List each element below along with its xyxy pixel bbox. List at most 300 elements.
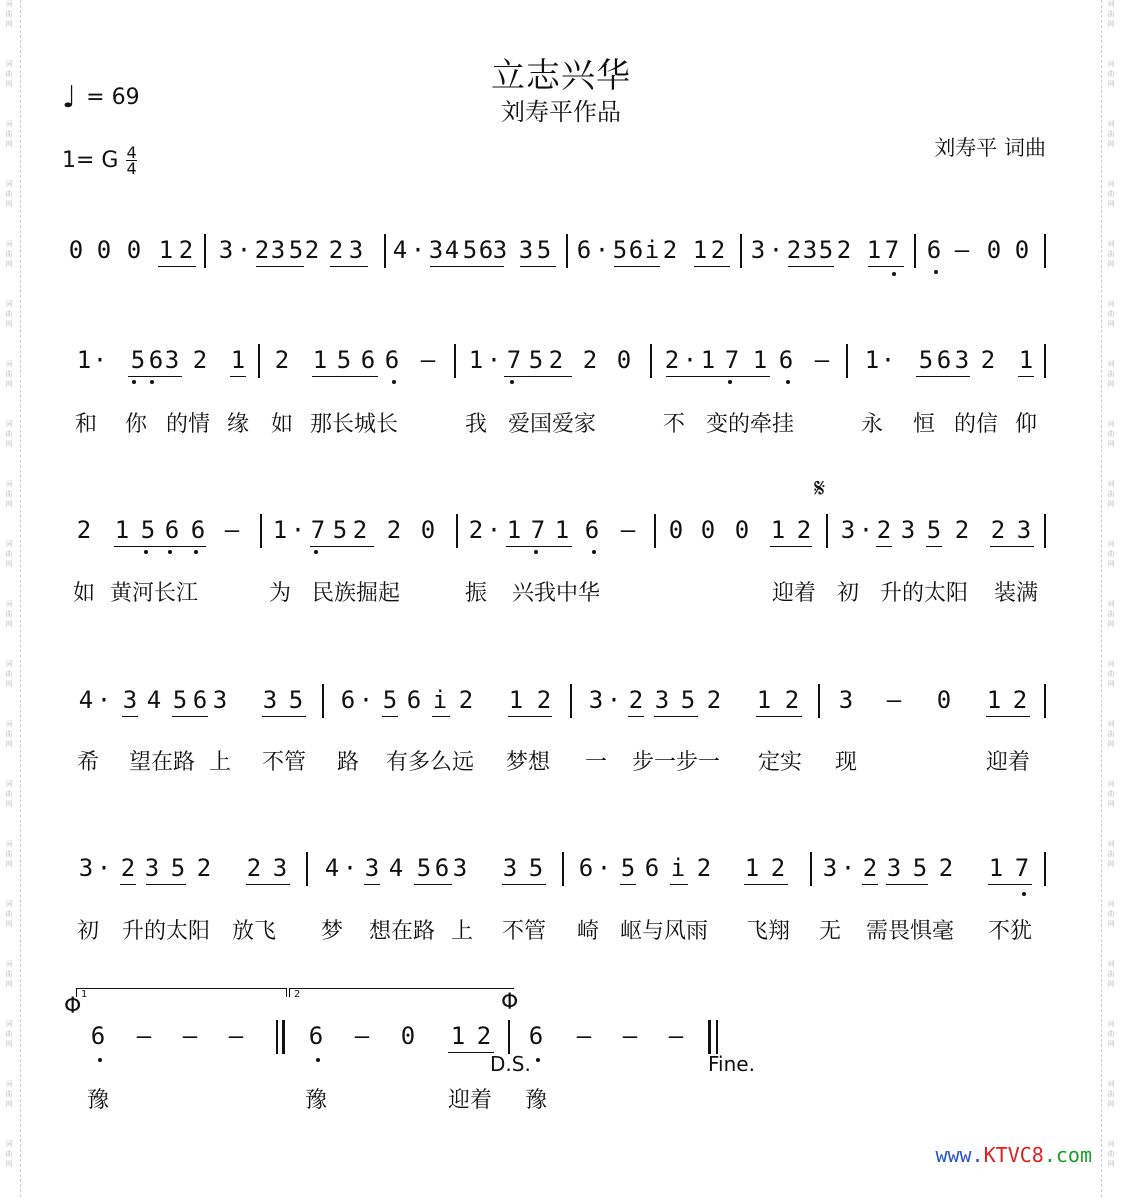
note: 3 [1016,516,1032,544]
note: 2 [786,236,802,264]
beam-underline [770,546,812,547]
beam-underline [628,716,644,717]
note: – [954,236,970,264]
note: 2 [770,854,786,882]
lyric: 不 [662,412,686,437]
barline [456,514,458,548]
note: · [486,346,502,374]
barline [566,234,568,268]
lyric: 仰 [1014,412,1038,437]
watermark-char: 词 [5,720,13,728]
note: 6 [926,236,942,264]
lyric: 岖与风雨 [619,919,709,944]
note: 3 [886,854,902,882]
note: 2 [582,346,598,374]
note: – [182,1022,198,1050]
lyric: 和 [74,412,98,437]
composer-credit: 刘寿平 词曲 [934,136,1046,160]
note: 3 [900,516,916,544]
note: 1 [770,516,786,544]
watermark-char: 网 [5,800,13,808]
note: i [644,236,660,264]
note: 0 [986,236,1002,264]
note: 2 [628,686,644,714]
lyric: 豫 [304,1088,328,1113]
lyric: 无 [818,919,842,944]
note: 4 [388,854,404,882]
note: 5 [528,346,544,374]
lyric: 恒 [912,412,936,437]
lyric: 路 [336,750,360,775]
watermark-char: 词 [1107,300,1115,308]
barline [826,514,828,548]
note: – [136,1022,152,1050]
watermark-char: 网 [5,860,13,868]
note: 3 [838,686,854,714]
note: 0 [700,516,716,544]
note: 0 [126,236,142,264]
note: 3 [588,686,604,714]
beam-underline [330,266,368,267]
note: 1 [744,854,760,882]
key-label: 1= G [62,148,119,173]
note: 3 [822,854,838,882]
note: · [682,346,698,374]
lyric: 初 [836,581,860,606]
lyric: 那长城长 [309,412,399,437]
note: 2 [536,686,552,714]
note: 2 [468,516,484,544]
octave-dot [314,550,318,554]
watermark-char: 曲 [1107,430,1115,438]
watermark-char: 网 [1107,560,1115,568]
note: 1 [272,516,288,544]
octave-dot [786,380,790,384]
lyric: 如 [72,581,96,606]
watermark-char: 词 [5,540,13,548]
note: i [432,686,448,714]
watermark-char: 词 [1107,540,1115,548]
note: 7 [506,346,522,374]
note: 6 [628,236,644,264]
note: 5 [528,854,544,882]
barline [454,344,456,378]
watermark-char: 词 [1107,960,1115,968]
lyric: 永 [860,412,884,437]
note: 1 [450,1022,466,1050]
watermark-char: 词 [1107,1080,1115,1088]
watermark-char: 网 [5,620,13,628]
note: i [670,854,686,882]
octave-dot [592,550,596,554]
note: 3 [144,854,160,882]
volta-1-label: 1 [81,989,88,1000]
beam-underline [246,884,290,885]
lyric: 现 [834,750,858,775]
note: – [886,686,902,714]
watermark-char: 曲 [5,130,13,138]
octave-dot [392,380,396,384]
watermark-char: 网 [5,920,13,928]
watermark-char: 词 [1107,1140,1115,1148]
note: 2 [246,854,262,882]
note: 3 [750,236,766,264]
barline [260,514,262,548]
watermark-char: 词 [5,120,13,128]
lyric: 想在路 [368,919,436,944]
beam-underline [926,546,942,547]
note: – [420,346,436,374]
note: · [596,854,612,882]
beam-underline [128,376,182,377]
note: 2 [328,236,344,264]
note: 6 [578,854,594,882]
note: 5 [130,346,146,374]
note: · [96,686,112,714]
note: 2 [548,346,564,374]
barline [258,344,260,378]
beam-underline [916,376,970,377]
note: 6 [90,1022,106,1050]
watermark-char: 网 [5,500,13,508]
note: 5 [336,346,352,374]
note: 2 [352,516,368,544]
note: – [576,1022,592,1050]
note: 6 [192,686,208,714]
note: 5 [288,686,304,714]
note: 2 [196,854,212,882]
watermark-char: 曲 [1107,190,1115,198]
lyric: 初 [76,919,100,944]
note: 1 [158,236,174,264]
watermark-char: 词 [1107,480,1115,488]
note: 5 [416,854,432,882]
note: 5 [170,854,186,882]
watermark-char: 曲 [5,1150,13,1158]
beam-underline [744,884,788,885]
watermark-char: 曲 [1107,670,1115,678]
tempo-marking [62,80,140,115]
lyric: 定实 [757,750,803,775]
barline [570,684,572,718]
beam-underline [448,1052,494,1053]
note: 4 [146,686,162,714]
watermark-char: 网 [5,980,13,988]
barline [384,234,386,268]
note: 2 [178,236,194,264]
note: 2 [662,236,678,264]
watermark-char: 词 [5,780,13,788]
note: 0 [96,236,112,264]
watermark-char: 曲 [1107,910,1115,918]
watermark-char: 曲 [1107,730,1115,738]
note: 3 [954,346,970,374]
time-sig-top: 4 [126,143,137,162]
note: · [410,236,426,264]
watermark-char: 曲 [5,550,13,558]
octave-dot [510,380,514,384]
note: 2 [710,236,726,264]
note: 5 [612,236,628,264]
watermark-char: 曲 [5,310,13,318]
note: · [768,236,784,264]
watermark-char: 词 [5,600,13,608]
octave-dot [150,380,154,384]
watermark-char: 曲 [1107,70,1115,78]
note: 0 [1014,236,1030,264]
note: 3 [364,854,380,882]
watermark-char: 曲 [5,670,13,678]
watermark-char: 曲 [5,190,13,198]
watermark-char: 曲 [5,910,13,918]
note: 1 [866,236,882,264]
note: 5 [818,236,834,264]
website-url [935,1143,1092,1167]
barline [562,852,564,886]
note: 1 [756,686,772,714]
note: · [96,854,112,882]
octave-dot [934,270,938,274]
lyric: 升的太阳 [121,919,211,944]
ds-mark: D.S. [490,1052,531,1076]
note: 2 [836,236,852,264]
note: 0 [400,1022,416,1050]
beam-underline [172,716,208,717]
note: 3 [78,854,94,882]
watermark-char: 词 [5,1020,13,1028]
note: 1 [114,516,130,544]
note: 3 [262,686,278,714]
watermark-char: 词 [1107,60,1115,68]
watermark-char: 网 [1107,260,1115,268]
note: 2 [76,516,92,544]
note: 2 [458,686,474,714]
note: 1 [76,346,92,374]
note: 4 [324,854,340,882]
watermark-char: 网 [5,440,13,448]
watermark-char: 网 [1107,20,1115,28]
watermark-char: 曲 [1107,850,1115,858]
lyric: 你 [124,412,148,437]
watermark-char: 网 [1107,860,1115,868]
lyric: 升的太阳 [879,581,969,606]
beam-underline [988,884,1032,885]
note: 1 [506,516,522,544]
watermark-char: 词 [1107,720,1115,728]
barline [322,684,324,718]
lyric: 迎着 [985,750,1031,775]
note: 2 [696,854,712,882]
note: 3 [492,236,508,264]
note: 6 [190,516,206,544]
note: 6 [384,346,400,374]
note: · [858,516,874,544]
watermark-char: 网 [1107,920,1115,928]
note: – [354,1022,370,1050]
watermark-char: 网 [1107,500,1115,508]
octave-dot [168,550,172,554]
watermark-char: 词 [1107,600,1115,608]
watermark-char: 曲 [1107,310,1115,318]
note: – [228,1022,244,1050]
watermark-char: 网 [5,680,13,688]
watermark-char: 网 [5,200,13,208]
volta-bracket-2 [289,988,514,1000]
watermark-char: 网 [5,80,13,88]
note: 4 [392,236,408,264]
beam-underline [256,266,304,267]
note: 2 [254,236,270,264]
barline [914,234,916,268]
barline [1044,344,1046,378]
watermark-char: 词 [5,0,13,8]
note: 2 [120,854,136,882]
watermark-char: 网 [1107,620,1115,628]
watermark-char: 词 [1107,420,1115,428]
lyric: 不管 [261,750,307,775]
beam-underline [756,716,802,717]
barline [810,852,812,886]
barline [740,234,742,268]
lyric: 变的牵挂 [705,412,795,437]
url-suffix: .com [1043,1143,1092,1167]
watermark-char: 网 [1107,1160,1115,1168]
barline [818,684,820,718]
note: 1 [230,346,246,374]
watermark-char: 词 [1107,180,1115,188]
watermark-char: 曲 [1107,370,1115,378]
beam-underline [120,884,136,885]
watermark-char: 曲 [5,490,13,498]
note: 6 [164,516,180,544]
left-watermark-band [0,0,21,1197]
octave-dot [316,1058,320,1062]
beam-underline [430,266,504,267]
beam-underline [694,266,730,267]
lyric: 崎 [576,919,600,944]
note: 2 [192,346,208,374]
note: 6 [644,854,660,882]
lyric: 有多么远 [385,750,475,775]
watermark-char: 曲 [5,1030,13,1038]
note: 6 [308,1022,324,1050]
beam-underline [146,884,186,885]
note: 3 [348,236,364,264]
beam-underline [620,884,636,885]
beam-underline [504,376,572,377]
note: 1 [468,346,484,374]
note: 5 [912,854,928,882]
beam-underline [886,884,928,885]
note: 6 [936,346,952,374]
lyric: 步一步一 [631,750,721,775]
note: 3 [270,236,286,264]
url-prefix: www. [935,1143,984,1167]
barline [306,852,308,886]
beam-underline [364,884,380,885]
watermark-char: 词 [1107,900,1115,908]
octave-dot [534,550,538,554]
watermark-char: 词 [5,480,13,488]
note: · [486,516,502,544]
watermark-char: 曲 [1107,130,1115,138]
coda-icon: Φ [501,990,519,1015]
note: · [342,854,358,882]
note: 3 [502,854,518,882]
watermark-char: 曲 [1107,1090,1115,1098]
watermark-char: 曲 [1107,1150,1115,1158]
note: 3 [654,686,670,714]
watermark-char: 曲 [1107,250,1115,258]
octave-dot [728,380,732,384]
lyric: 迎着 [447,1088,493,1113]
note: 5 [680,686,696,714]
note: 3 [272,854,288,882]
note: 2 [476,1022,492,1050]
note: 2 [990,516,1006,544]
barline [508,1020,510,1054]
beam-underline [868,266,904,267]
lyric: 迎着 [771,581,817,606]
beam-underline [310,546,374,547]
note: 7 [530,516,546,544]
note: 3 [802,236,818,264]
note: 2 [796,516,812,544]
watermark-char: 曲 [5,430,13,438]
note: 6 [406,686,422,714]
lyric: 民族掘起 [311,581,401,606]
note: 0 [420,516,436,544]
watermark-char: 网 [5,1040,13,1048]
barline [1044,852,1046,886]
beam-underline [114,546,206,547]
beam-underline [862,884,878,885]
note: 6 [340,686,356,714]
note: 7 [310,516,326,544]
right-watermark-band [1101,0,1122,1197]
lyric: 爱国爱家 [507,412,597,437]
note: 2 [386,516,402,544]
note: 5 [140,516,156,544]
watermark-char: 网 [5,320,13,328]
note: 5 [918,346,934,374]
note: 3 [122,686,138,714]
barline [1044,234,1046,268]
watermark-char: 曲 [1107,550,1115,558]
watermark-char: 网 [1107,200,1115,208]
beam-underline [508,716,552,717]
beam-underline [876,546,892,547]
watermark-char: 词 [5,360,13,368]
note: 6 [148,346,164,374]
watermark-char: 词 [5,180,13,188]
note: · [880,346,896,374]
note: 2 [938,854,954,882]
note: 5 [382,686,398,714]
lyric: 一 [584,750,608,775]
note: 0 [936,686,952,714]
segno-icon: 𝄋 [814,474,826,504]
octave-dot [194,550,198,554]
lyric: 不管 [501,919,547,944]
watermark-char: 词 [5,60,13,68]
final-barline [276,1020,278,1054]
lyric: 希 [76,750,100,775]
note: 3 [218,236,234,264]
lyric: 黄河长江 [109,581,199,606]
song-title: 立志兴华 [491,56,631,96]
watermark-char: 曲 [5,1090,13,1098]
